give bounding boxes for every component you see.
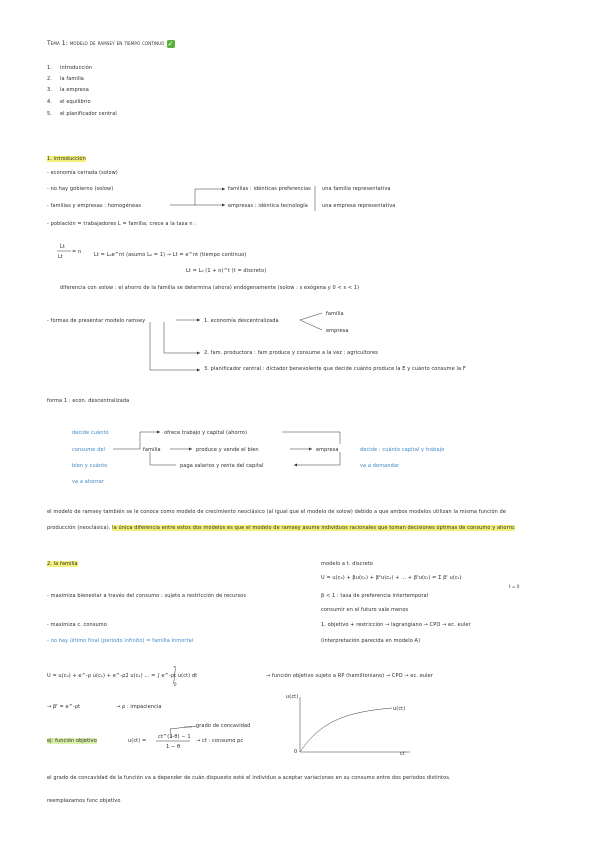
una-familia: una familia representativa bbox=[322, 186, 391, 192]
paragraph-line-2 bbox=[47, 525, 515, 531]
branch-empresa bbox=[300, 320, 322, 330]
intro-bullet-1: - economía cerrada (solow) bbox=[47, 170, 118, 176]
toc-num-2: 2. bbox=[47, 76, 52, 82]
integral-top: ∞ bbox=[173, 664, 177, 669]
integral-bottom: 0 bbox=[174, 682, 177, 687]
arrow-paga-left bbox=[150, 452, 176, 465]
produce-vende: produce y vende el bien bbox=[196, 447, 259, 453]
option-3: 3. planificador central : dictador benevolente que decide cuánto produce la E y cuánto consume la F bbox=[204, 366, 466, 372]
arrow-ofrece-right bbox=[282, 432, 340, 444]
eq-frac-num: L̇t bbox=[60, 244, 65, 250]
consume-del: consume del bbox=[72, 447, 106, 453]
toc-item-3: la empresa bbox=[60, 87, 89, 93]
beta-equivalence: → βᵗ = e^-ρt bbox=[47, 704, 81, 710]
graph-y-label: u(ct) bbox=[286, 694, 299, 700]
forma-1-label: forma 1 : econ. descentralizada bbox=[47, 398, 130, 404]
intro-heading: 1. introducción bbox=[47, 156, 86, 162]
branch-familia bbox=[300, 313, 322, 320]
va-a-ahorrar: va a ahorrar bbox=[72, 479, 104, 485]
hamiltonian-steps: → función objetivo sujeto a RP (hamiltoniano) → CPO → ec. euler bbox=[266, 673, 433, 679]
decide-cuanto: decide cuánto bbox=[72, 430, 109, 436]
una-empresa: una empresa representativa bbox=[322, 203, 396, 209]
option-1-empresa: empresa bbox=[326, 328, 349, 334]
toc-item-4: el equilibrio bbox=[60, 99, 91, 105]
intro-bullet-3: - familias y empresas : homogéneas bbox=[47, 203, 142, 209]
empresas-box: empresas : idéntica tecnología bbox=[228, 203, 308, 209]
familia-bullet-3: - no hay último final (periodo infinito) = familia inmortal bbox=[47, 638, 194, 644]
ct-consumo: → ct : consumo pc bbox=[196, 738, 244, 744]
grado-concavidad: grado de concavidad bbox=[196, 723, 251, 729]
va-a-demandar: va a demandar bbox=[360, 463, 400, 469]
lagrangian-steps: 1. objetivo + restricción → lagrangiano → CPO → ec. euler bbox=[321, 622, 471, 628]
graph-x-label: ct bbox=[400, 751, 405, 757]
utility-frac-top: ct^(1-θ) − 1 bbox=[158, 734, 191, 740]
toc-num-1: 1. bbox=[47, 65, 52, 71]
graph-origin: 0 bbox=[294, 749, 298, 755]
decide-capital: decide : cuánto capital y trabajo bbox=[360, 447, 445, 453]
branch-familias bbox=[170, 189, 225, 205]
eq-lt: Lt = L₀e^nt (asumo L₀ = 1) → Lt = e^nt (tiempo continuo) bbox=[94, 252, 247, 258]
familia-bullet-2: - maximiza c. consumo bbox=[47, 622, 107, 628]
toc-num-3: 3. bbox=[47, 87, 52, 93]
graph-curve bbox=[300, 708, 392, 752]
difference-note: diferencia con solow : el ahorro de la familia se determina (ahora) endógenamente (solow : s exógena y 0 < s < 1) bbox=[60, 285, 360, 291]
toc-item-5: el planificador central bbox=[60, 111, 117, 117]
arrow-op2 bbox=[164, 322, 200, 353]
arrow-op3 bbox=[150, 322, 200, 370]
beta-rate: β < 1 : tasa de preferencia intertemporal bbox=[321, 593, 429, 599]
intro-bullet-4: - población = trabajadores L = familia; crece a la tasa n : bbox=[47, 221, 197, 227]
rho-impaciencia: → ρ : impaciencia bbox=[116, 704, 162, 710]
footer-line-2: reemplazamos func objetivo bbox=[47, 798, 121, 804]
funcion-objetivo-label: ej: función objetivo bbox=[47, 738, 97, 744]
arrow-paga-right bbox=[294, 452, 340, 465]
ofrece-trabajo: ofrece trabajo y capital (ahorro) bbox=[164, 430, 248, 436]
integral-eq: U = u(c₀) + e^-ρ u(c₁) + e^-ρ2 u(c₂) ... = ∫ e^-ρt u(ct) dt bbox=[47, 673, 198, 679]
paragraph-line-1: el modelo de ramsey también se le conoce como modelo de crecimiento neoclásico (al igual que el modelo de solow) debido a que ambos modelos utilizan la misma función de bbox=[47, 509, 507, 515]
utility-sum: U = u(c₀) + βu(c₁) + β²u(c₂) + ... + βᵗu(cₜ) = Σ βᵗ u(cₜ) bbox=[321, 575, 462, 581]
page-title-text: Tema 1: modelo de ramsey en tiempo continuo bbox=[47, 40, 165, 47]
bien-y-cuanto: bien y cuánto bbox=[72, 463, 108, 469]
utility-sum-index: t = 0 bbox=[509, 584, 520, 589]
graph-curve-label: u(ct) bbox=[393, 706, 406, 712]
familia-bullet-1: - maximiza bienestar a través del consumo : sujeto a restricción de recursos bbox=[47, 593, 247, 599]
paga-salarios: paga salarios y renta del capital bbox=[180, 463, 264, 469]
uct-label: u(ct) = bbox=[128, 738, 147, 744]
option-2: 2. fam. productora : fam produce y consume a la vez : agricultores bbox=[204, 350, 379, 356]
eq-frac-rhs: = n bbox=[72, 249, 82, 255]
eq-frac-den: Lt bbox=[58, 254, 63, 260]
toc-item-1: introducción bbox=[60, 65, 93, 71]
option-1: 1. economía descentralizada bbox=[204, 318, 279, 324]
footer-line-1: el grado de concavidad de la función va a depender de cuán dispuesto esté el individuo a aceptar variaciones en su consumo entre dos periodos distintos. bbox=[47, 775, 451, 781]
interpretation: (interpretación parecida en modelo A) bbox=[321, 638, 421, 644]
intro-bullet-2: - no hay gobierno (solow) bbox=[47, 186, 114, 192]
toc-item-2: la familia bbox=[60, 76, 84, 82]
eq-discrete: Lt = L₀ (1 + n)^t (t = discreto) bbox=[186, 268, 267, 274]
toc-num-5: 5. bbox=[47, 111, 52, 117]
formas-label: - formas de presentar modelo ramsey bbox=[47, 318, 146, 324]
modelo-discreto: modelo a t. discreto bbox=[321, 561, 373, 567]
check-mark-icon: ✓ bbox=[167, 40, 174, 48]
empresa-node: empresa bbox=[316, 447, 339, 453]
toc-num-4: 4. bbox=[47, 99, 52, 105]
paragraph-line-2a: producción (neoclásica). bbox=[47, 525, 111, 531]
future-value: consumir en el futuro vale menos bbox=[321, 607, 409, 613]
paragraph-highlight: la única diferencia entre estos dos modelos es que el modelo de ramsey asume individuos racionales que toman decisiones óptimas de consumo y ahorro. bbox=[112, 525, 516, 531]
familias-box: familias : idénticas preferencias bbox=[228, 186, 311, 192]
familia-node: familia bbox=[143, 447, 161, 453]
utility-frac-bot: 1 − θ bbox=[166, 744, 181, 750]
page-title bbox=[47, 40, 175, 48]
familia-heading: 2. la familia bbox=[47, 561, 78, 567]
option-1-familia: familia bbox=[326, 311, 344, 317]
